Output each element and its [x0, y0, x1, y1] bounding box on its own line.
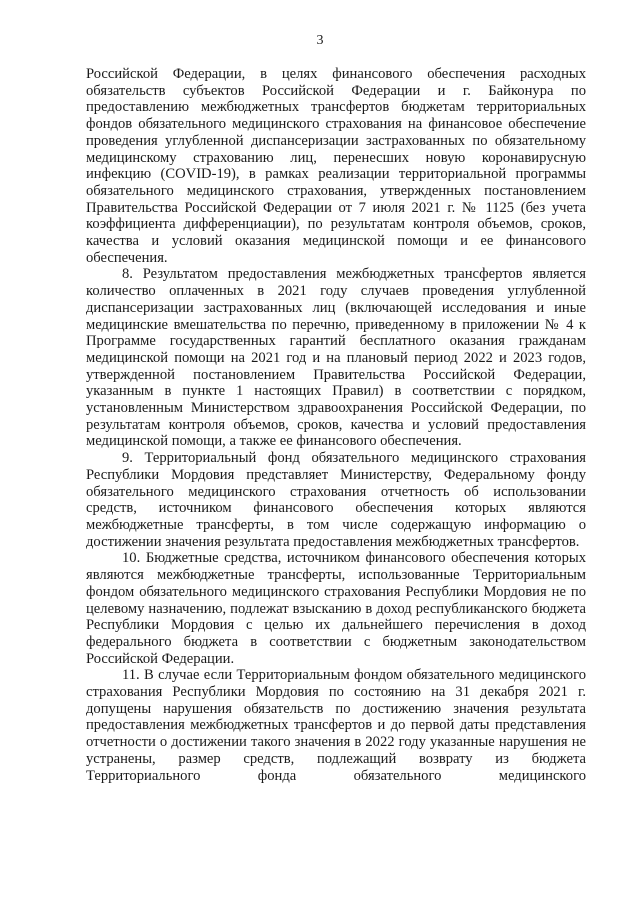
- paragraph-continuation: Российской Федерации, в целях финансового обеспечения расходных обязательств субъектов Российской Федерации и г. Байконура по предоставлению межбюджетных трансфертов бюджетам территориальных фондов обязательного медицинского страхования на финансовое обеспечение проведения углубленной диспансеризации застрахованных по обязательному медицинскому страхованию лиц, перенесших новую коронавирусную инфекцию (COVID-19), в рамках реализации территориальной программы обязательного медицинского страхования, утвержденных постановлением Правительства Российской Федерации от 7 июля 2021 г. № 1125 (без учета коэффициента дифференциации), по результатам контроля объемов, сроков, качества и условий оказания медицинской помощи и ее финансового обеспечения.: [86, 66, 586, 266]
- page-number: 3: [316, 33, 324, 48]
- paragraph-11: 11. В случае если Территориальным фондом обязательного медицинского страхования Республики Мордовия по состоянию на 31 декабря 2021 г. допущены нарушения обязательств по достижению значения результата предоставления межбюджетных трансфертов и до первой даты представления отчетности о достижении такого значения в 2022 году указанные нарушения не устранены, размер средств, подлежащий возврату из бюджета Территориального фонда обязательного медицинского: [86, 667, 586, 784]
- document-body: [86, 66, 586, 784]
- paragraph-10: 10. Бюджетные средства, источником финансового обеспечения которых являются межбюджетные трансферты, использованные Территориальным фондом обязательного медицинского страхования Республики Мордовия не по целевому назначению, подлежат взысканию в доход республиканского бюджета Республики Мордовия с целью их дальнейшего перечисления в доход федерального бюджета в соответствии с бюджетным законодательством Российской Федерации.: [86, 550, 586, 667]
- paragraph-8: 8. Результатом предоставления межбюджетных трансфертов является количество оплаченных в 2021 году случаев проведения углубленной диспансеризации застрахованных лиц (включающей исследования и иные медицинские вмешательства по перечню, приведенному в приложении № 4 к Программе государственных гарантий бесплатного оказания гражданам медицинской помощи на 2021 год и на плановый период 2022 и 2023 годов, утвержденной постановлением Правительства Российской Федерации, указанным в пункте 1 настоящих Правил) в соответствии с порядком, установленным Министерством здравоохранения Российской Федерации, по результатам контроля объемов, сроков, качества и условий предоставления медицинской помощи, а также ее финансового обеспечения.: [86, 266, 586, 450]
- paragraph-9: 9. Территориальный фонд обязательного медицинского страхования Республики Мордовия представляет Министерству, Федеральному фонду обязательного медицинского страхования отчетность об использовании средств, источником финансового обеспечения которых являются межбюджетные трансферты, в том числе содержащую информацию о достижении значения результата предоставления межбюджетных трансфертов.: [86, 450, 586, 550]
